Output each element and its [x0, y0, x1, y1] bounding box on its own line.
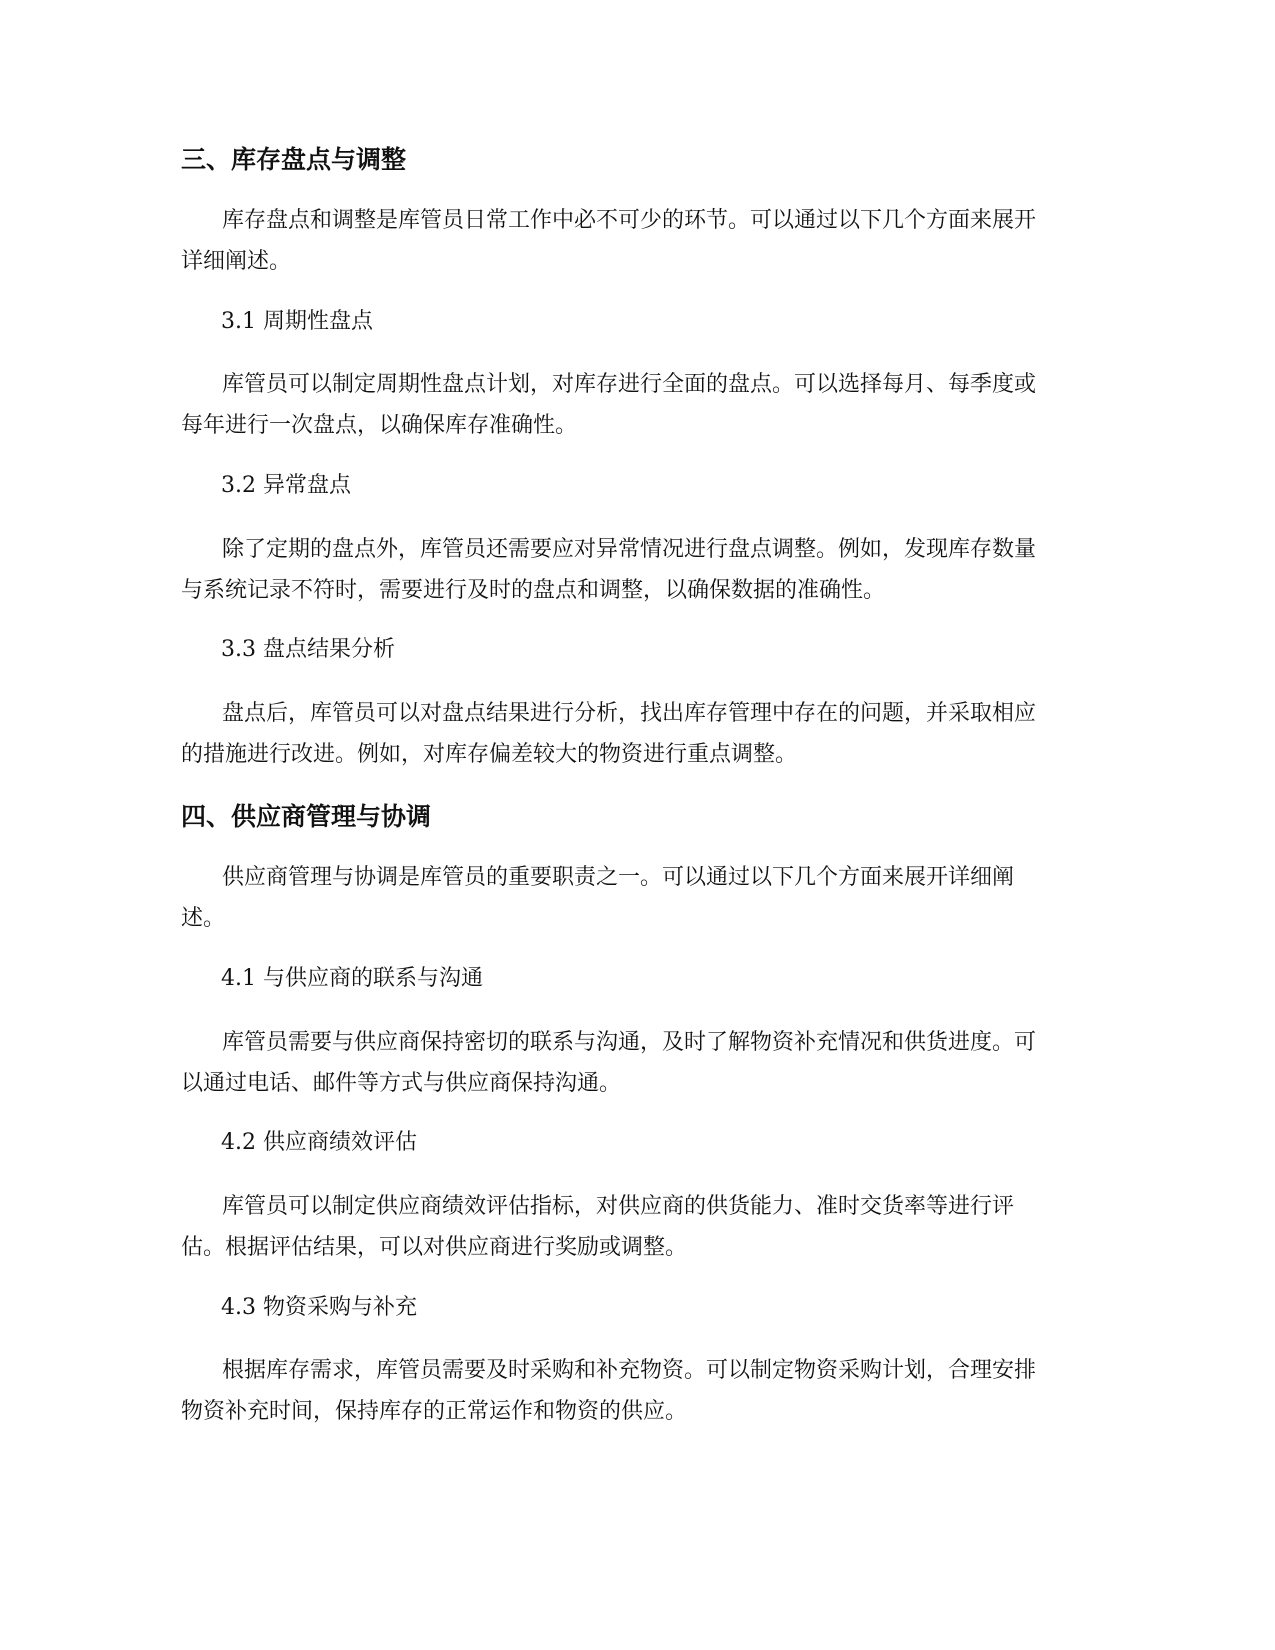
- subsection-title: 3.2 异常盘点: [221, 473, 351, 498]
- subsection-title: 3.3 盘点结果分析: [221, 637, 395, 662]
- subsection-paragraph: 盘点后，库管员可以对盘点结果进行分析，找出库存管理中存在的问题，并采取相应的措施进行改进。例如，对库存偏差较大的物资进行重点调整。: [181, 701, 1037, 767]
- subsection-paragraph: 根据库存需求，库管员需要及时采购和补充物资。可以制定物资采购计划，合理安排物资补充时间，保持库存的正常运作和物资的供应。: [181, 1358, 1037, 1424]
- subsection-title: 4.1 与供应商的联系与沟通: [221, 966, 483, 991]
- section-intro: 库存盘点和调整是库管员日常工作中必不可少的环节。可以通过以下几个方面来展开详细阐述。: [181, 208, 1037, 274]
- subsection-title: 4.2 供应商绩效评估: [221, 1130, 417, 1155]
- section-heading: 三、库存盘点与调整: [181, 145, 407, 174]
- section-intro: 供应商管理与协调是库管员的重要职责之一。可以通过以下几个方面来展开详细阐述。: [181, 865, 1015, 931]
- subsection-title: 3.1 周期性盘点: [221, 309, 373, 334]
- subsection-paragraph: 除了定期的盘点外，库管员还需要应对异常情况进行盘点调整。例如，发现库存数量与系统记录不符时，需要进行及时的盘点和调整，以确保数据的准确性。: [181, 537, 1037, 603]
- section-heading: 四、供应商管理与协调: [181, 802, 432, 831]
- subsection-paragraph: 库管员需要与供应商保持密切的联系与沟通，及时了解物资补充情况和供货进度。可以通过电话、邮件等方式与供应商保持沟通。: [181, 1030, 1037, 1096]
- subsection-title: 4.3 物资采购与补充: [221, 1295, 417, 1320]
- subsection-paragraph: 库管员可以制定供应商绩效评估指标，对供应商的供货能力、准时交货率等进行评估。根据评估结果，可以对供应商进行奖励或调整。: [181, 1194, 1015, 1260]
- subsection-paragraph: 库管员可以制定周期性盘点计划，对库存进行全面的盘点。可以选择每月、每季度或每年进行一次盘点，以确保库存准确性。: [181, 372, 1037, 438]
